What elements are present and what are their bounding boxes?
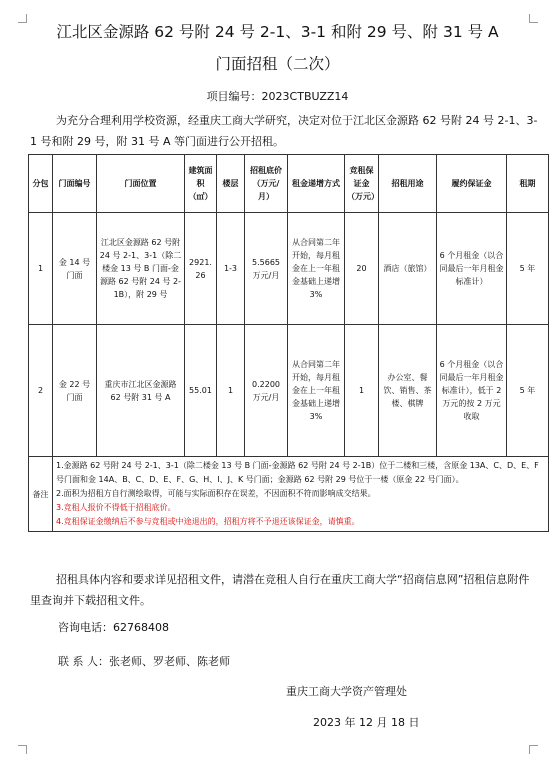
notes-label: 备注 [29, 457, 53, 532]
table-cell: 6 个月租金（以合同最后一年月租金标准计），低于 2 万元的按 2 万元收取 [437, 325, 507, 457]
table-header: 建筑面积（㎡） [185, 155, 217, 213]
table-cell: 1 [217, 325, 245, 457]
note-item: 2.面积为招租方自行测绘取得，可能与实际面积存在误差，不因面积不符而影响成交结果。 [56, 489, 376, 498]
table-header: 招租底价（万元/月） [245, 155, 288, 213]
table-cell: 55.01 [185, 325, 217, 457]
table-header: 门面编号 [53, 155, 97, 213]
table-cell: 办公室、餐饮、销售、茶楼、棋牌 [379, 325, 437, 457]
table-cell: 2 [29, 325, 53, 457]
page-corner-mark [529, 745, 538, 754]
table-header: 分包 [29, 155, 53, 213]
table-cell: 1 [345, 325, 379, 457]
document-title-line2: 门面招租（二次） [215, 55, 340, 73]
table-header-row [29, 155, 549, 213]
contact-phone: 咨询电话：62768408 [58, 621, 169, 634]
table-cell: 2921.26 [185, 213, 217, 325]
issue-date: 2023 年 12 月 18 日 [313, 716, 420, 729]
table-cell: 5 年 [507, 213, 549, 325]
table-cell: 20 [345, 213, 379, 325]
table-header: 竞租保证金（万元） [345, 155, 379, 213]
table-header: 租期 [507, 155, 549, 213]
note-item-warning: 4.竞租保证金缴纳后不参与竞租或中途退出的，招租方将不予退还该保证金，请慎重。 [56, 517, 360, 526]
page-corner-mark [18, 745, 27, 754]
lease-table [28, 154, 549, 532]
contact-persons: 联 系 人：张老师、罗老师、陈老师 [58, 655, 230, 668]
table-header: 租金递增方式 [288, 155, 345, 213]
document-title-line1: 江北区金源路 62 号附 24 号 2-1、3-1 和附 29 号、附 31 号 A [56, 23, 499, 41]
table-cell: 金 14 号门面 [53, 213, 97, 325]
table-cell: 从合同第二年开始，每月租金在上一年租金基础上递增 3% [288, 325, 345, 457]
table-cell: 1-3 [217, 213, 245, 325]
table-cell: 江北区金源路 62 号附 24 号 2-1、3-1（除二楼金 13 号 B 门面-金源路 62 号附 24 号 2-1B），附 29 号 [97, 213, 185, 325]
notes-row [29, 457, 549, 532]
table-cell: 6 个月租金（以合同最后一年月租金标准计） [437, 213, 507, 325]
bidding-info-paragraph: 招租具体内容和要求详见招租文件，请潜在竞租人自行在重庆工商大学“招商信息网”招租信息附件里查询并下载招租文件。 [30, 573, 530, 607]
table-row [29, 325, 549, 457]
table-cell: 从合同第二年开始，每月租金在上一年租金基础上递增 3% [288, 213, 345, 325]
table-row [29, 213, 549, 325]
table-header: 楼层 [217, 155, 245, 213]
issuing-organization: 重庆工商大学资产管理处 [286, 685, 407, 698]
table-header: 履约保证金 [437, 155, 507, 213]
table-cell: 5.5665 万元/月 [245, 213, 288, 325]
table-cell: 重庆市江北区金源路 62 号附 31 号 A [97, 325, 185, 457]
notes-cell [53, 457, 549, 532]
table-cell: 金 22 号门面 [53, 325, 97, 457]
table-header: 门面位置 [97, 155, 185, 213]
project-number: 项目编号：2023CTBUZZ14 [206, 90, 349, 103]
table-cell: 酒店（旅馆） [379, 213, 437, 325]
table-cell: 1 [29, 213, 53, 325]
table-cell: 0.2200 万元/月 [245, 325, 288, 457]
table-header: 招租用途 [379, 155, 437, 213]
intro-paragraph: 为充分合理利用学校资源，经重庆工商大学研究，决定对位于江北区金源路 62 号附 24 号 2-1、3-1 号和附 29 号，附 31 号 A 等门面进行公开招租。 [30, 114, 538, 148]
note-item: 1.金源路 62 号附 24 号 2-1、3-1（除二楼金 13 号 B 门面-金源路 62 号附 24 号 2-1B）位于二楼和三楼，含原金 13A、C、D、E、F 号门面和金 14A、B、C、D、E、F、G、H、I、J、K 号门面；金源路 62 号附 29 号位于一楼（原金 22 号门面）。 [56, 461, 539, 484]
table-cell: 5 年 [507, 325, 549, 457]
note-item-warning: 3.竞租人报价不得低于招租底价。 [56, 503, 176, 512]
